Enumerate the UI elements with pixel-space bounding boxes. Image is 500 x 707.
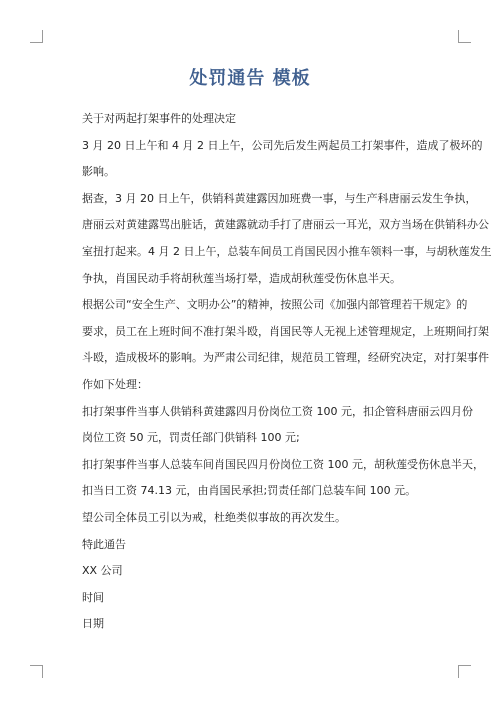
paragraph-line: 斗殴，造成极坏的影响。为严肃公司纪律，规范员工管理，经研究决定，对打架事件	[82, 351, 489, 365]
paragraph-line: 影响。	[82, 165, 115, 179]
paragraph-line: 扣打架事件当事人供销科黄建露四月份岗位工资 100 元，扣企管科唐丽云四月份	[82, 404, 473, 418]
paragraph-line: 扣当日工资 74.13 元，由肖国民承担;罚责任部门总装车间 100 元。	[82, 484, 417, 498]
paragraph-line: 唐丽云对黄建露骂出脏话，黄建露就动手打了唐丽云一耳光，双方当场在供销科办公	[82, 218, 489, 232]
company-name: XX 公司	[82, 564, 123, 578]
paragraph-line: 争执，肖国民动手将胡秋莲当场打晕，造成胡秋莲受伤休息半天。	[82, 271, 401, 285]
decision-heading: 关于对两起打架事件的处理决定	[82, 112, 236, 125]
time-label: 时间	[82, 590, 104, 604]
page-corner-mark-bottom-left	[30, 665, 43, 678]
paragraph-line: 扣打架事件当事人总装车间肖国民四月份岗位工资 100 元，胡秋莲受伤休息半天，	[82, 457, 484, 471]
notice-closing: 特此通告	[82, 537, 126, 551]
paragraph-line: 据查，3 月 20 日上午，供销科黄建露因加班费一事，与生产科唐丽云发生争执，	[82, 191, 477, 205]
paragraph-line: 岗位工资 50 元，罚责任部门供销科 100 元;	[82, 431, 300, 445]
page-corner-mark-bottom-right	[458, 665, 471, 678]
paragraph-line: 要求，员工在上班时间不准打架斗殴，肖国民等人无视上述管理规定，上班期间打架	[82, 324, 489, 338]
paragraph-line: 作如下处理：	[82, 377, 148, 391]
document-title: 处罚通告 模板	[189, 68, 311, 89]
paragraph-line: 根据公司“安全生产、文明办公”的精神，按照公司《加强内部管理若干规定》的	[82, 298, 468, 312]
date-label: 日期	[82, 617, 104, 631]
document-body	[82, 112, 492, 645]
paragraph-line: 室扭打起来。4 月 2 日上午，总装车间员工肖国民因小推车领料一事，与胡秋莲发生	[82, 244, 492, 258]
page-corner-mark-top-left	[30, 30, 43, 43]
paragraph-line: 望公司全体员工引以为戒，杜绝类似事故的再次发生。	[82, 510, 346, 524]
paragraph-line: 3 月 20 日上午和 4 月 2 日上午，公司先后发生两起员工打架事件，造成了极坏的	[82, 138, 483, 152]
page-corner-mark-top-right	[458, 30, 471, 43]
